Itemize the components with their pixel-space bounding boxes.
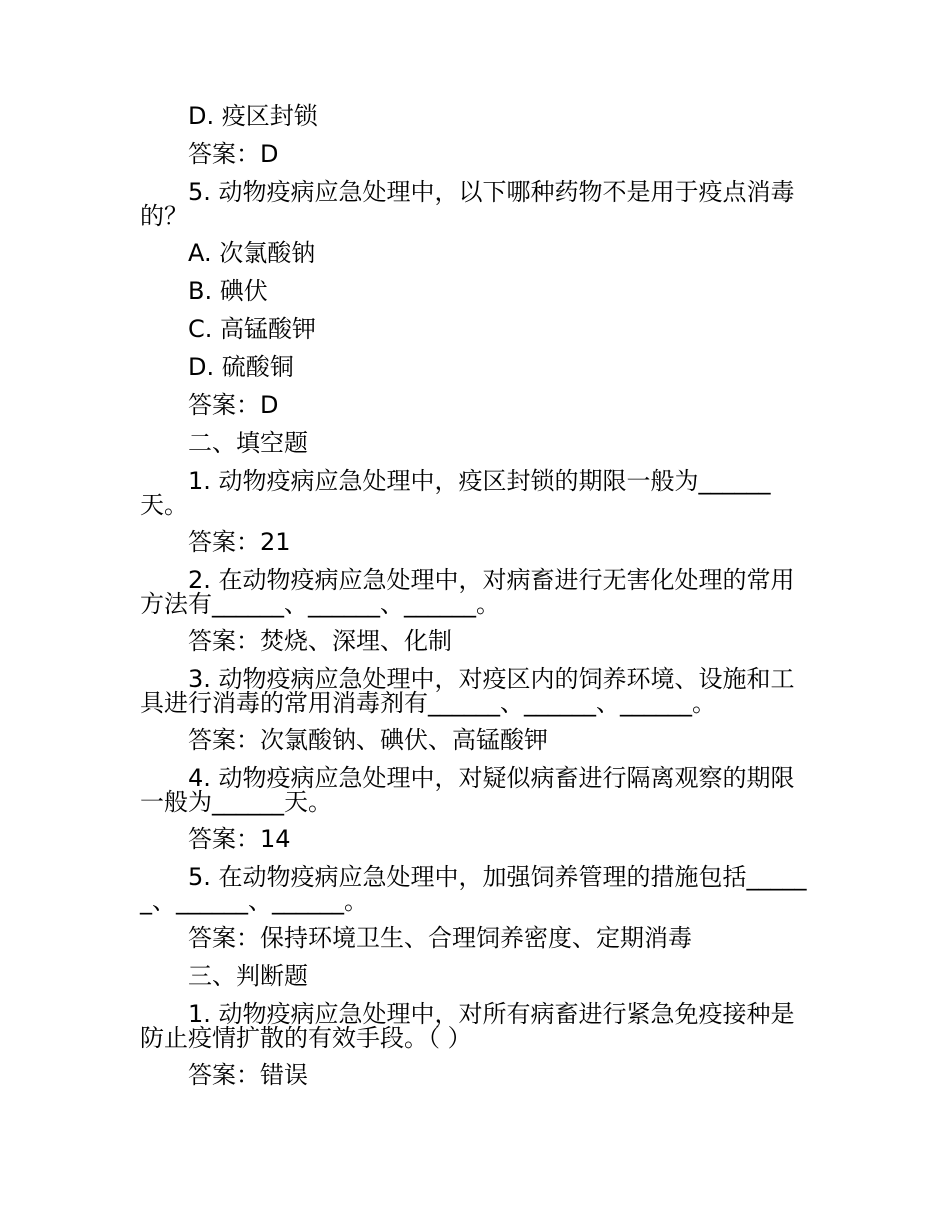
answer-line: 答案：D — [188, 140, 279, 168]
section-heading: 三、判断题 — [188, 962, 308, 990]
section-heading: 二、填空题 — [188, 429, 308, 457]
fill-blank-question-2: 2. 在动物疫病应急处理中，对病畜进行无害化处理的常用方法有______、______、______。 — [140, 566, 795, 618]
option-c-line: C. 高锰酸钾 — [188, 315, 317, 343]
question-5-line: 5. 动物疫病应急处理中，以下哪种药物不是用于疫点消毒的？ — [140, 178, 795, 230]
option-d-line: D. 疫区封锁 — [188, 102, 318, 130]
fill-blank-question-3: 3. 动物疫病应急处理中，对疫区内的饲养环境、设施和工具进行消毒的常用消毒剂有______、______、______。 — [140, 665, 795, 717]
answer-line: 答案：D — [188, 391, 279, 419]
option-b-line: B. 碘伏 — [188, 277, 268, 305]
answer-line: 答案：14 — [188, 825, 291, 853]
answer-line: 答案：21 — [188, 528, 291, 556]
answer-line: 答案：焚烧、深埋、化制 — [188, 627, 452, 655]
fill-blank-question-5: 5. 在动物疫病应急处理中，加强饲养管理的措施包括______、______、______。 — [140, 863, 807, 915]
answer-line: 答案：错误 — [188, 1061, 308, 1089]
fill-blank-question-1: 1. 动物疫病应急处理中，疫区封锁的期限一般为______天。 — [140, 467, 771, 519]
option-d-line: D. 硫酸铜 — [188, 353, 294, 381]
document-content — [140, 104, 812, 1101]
option-a-line: A. 次氯酸钠 — [188, 239, 316, 267]
fill-blank-question-4: 4. 动物疫病应急处理中，对疑似病畜进行隔离观察的期限一般为______天。 — [140, 764, 795, 816]
judgment-question-1: 1. 动物疫病应急处理中，对所有病畜进行紧急免疫接种是防止疫情扩散的有效手段。（ ） — [140, 1000, 795, 1052]
answer-line: 答案：保持环境卫生、合理饲养密度、定期消毒 — [188, 924, 692, 952]
answer-line: 答案：次氯酸钠、碘伏、高锰酸钾 — [188, 726, 548, 754]
